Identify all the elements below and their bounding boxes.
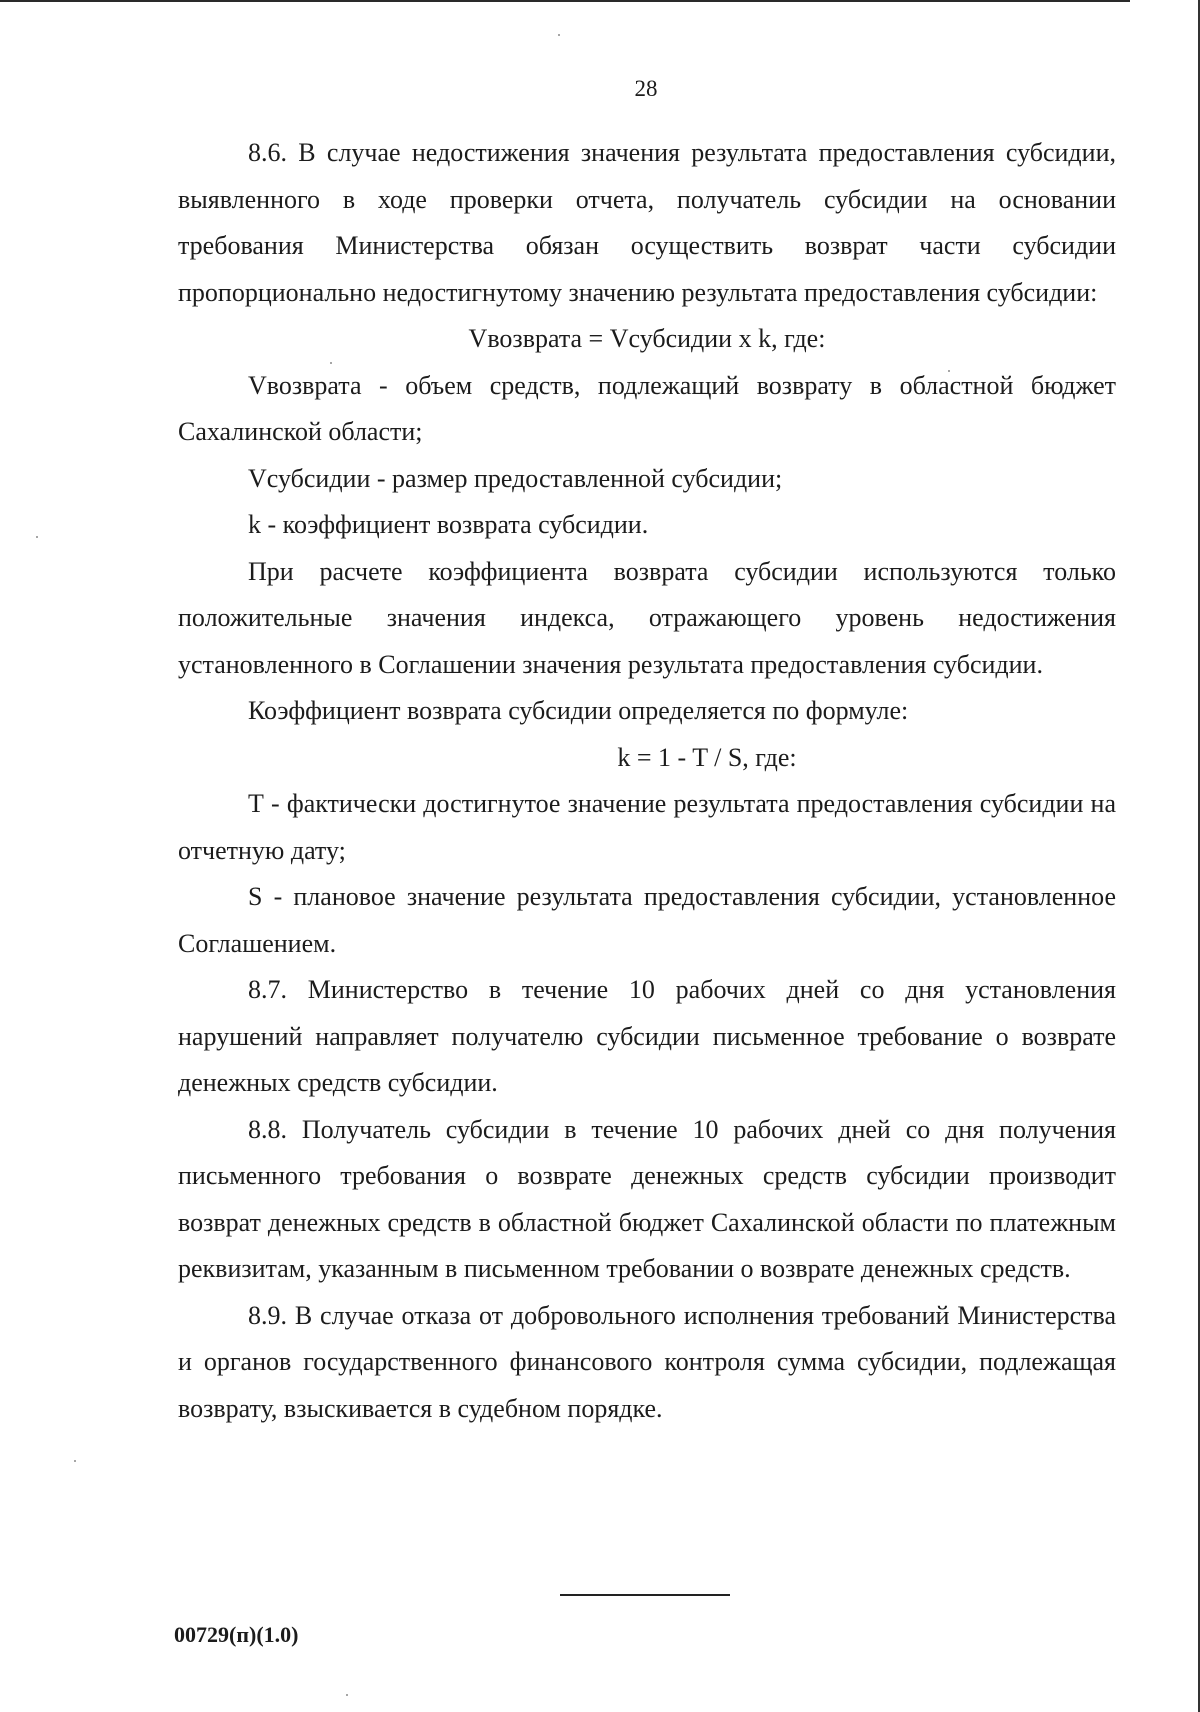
paragraph-8-6: 8.6. В случае недостижения значения результата предоставления субсидии, выявленного в ходе проверки отчета, получатель субсидии на основании требования Министерства обязан осуществить возврат части субсидии пропорционально недостигнутому значению результата предоставления субсидии: — [178, 138, 1116, 307]
definition-v-subsidy: Vсубсидии - размер предоставленной субсидии; — [248, 463, 783, 493]
scan-speck — [558, 34, 560, 36]
definition-t: Т - фактически достигнутое значение результата предоставления субсидии на отчетную дату; — [178, 789, 1116, 865]
paragraph-8-9: 8.9. В случае отказа от добровольного исполнения требований Министерства и органов государственного финансового контроля сумма субсидии, подлежащая возврату, взыскивается в судебном порядке. — [178, 1300, 1116, 1423]
definition-v-return: Vвозврата - объем средств, подлежащий возврату в областной бюджет Сахалинской области; — [178, 370, 1116, 446]
formula-k: k = 1 - T / S, где: — [617, 742, 797, 772]
scan-speck — [346, 1694, 348, 1696]
end-of-text-line — [560, 1594, 730, 1596]
document-body — [178, 130, 1116, 1432]
document-code: 00729(п)(1.0) — [174, 1622, 299, 1647]
calculation-note: При расчете коэффициента возврата субсидии используются только положительные значения индекса, отражающего уровень недостижения установленного в Соглашении значения результата предоставления субсидии. — [178, 556, 1116, 679]
paragraph-8-7: 8.7. Министерство в течение 10 рабочих дней со дня установления нарушений направляет получателю субсидии письменное требование о возврате денежных средств субсидии. — [178, 975, 1116, 1097]
scan-border-top — [0, 0, 1130, 2]
formula-v-return: Vвозврата = Vсубсидии х k, где: — [468, 324, 826, 353]
scan-speck — [74, 1460, 76, 1462]
scan-speck — [36, 536, 38, 538]
definition-k: k - коэффициент возврата субсидии. — [248, 510, 649, 539]
page-number: 28 — [634, 76, 658, 101]
formula-intro: Коэффициент возврата субсидии определяется по формуле: — [248, 696, 909, 725]
paragraph-8-8: 8.8. Получатель субсидии в течение 10 рабочих дней со дня получения письменного требования о возврате денежных средств субсидии производит возврат денежных средств в областной бюджет Сахалинской области по платежным реквизитам, указанным в письменном требовании о возврате денежных средств. — [178, 1114, 1116, 1283]
definition-s: S - плановое значение результата предоставления субсидии, установленное Соглашением. — [178, 882, 1116, 958]
